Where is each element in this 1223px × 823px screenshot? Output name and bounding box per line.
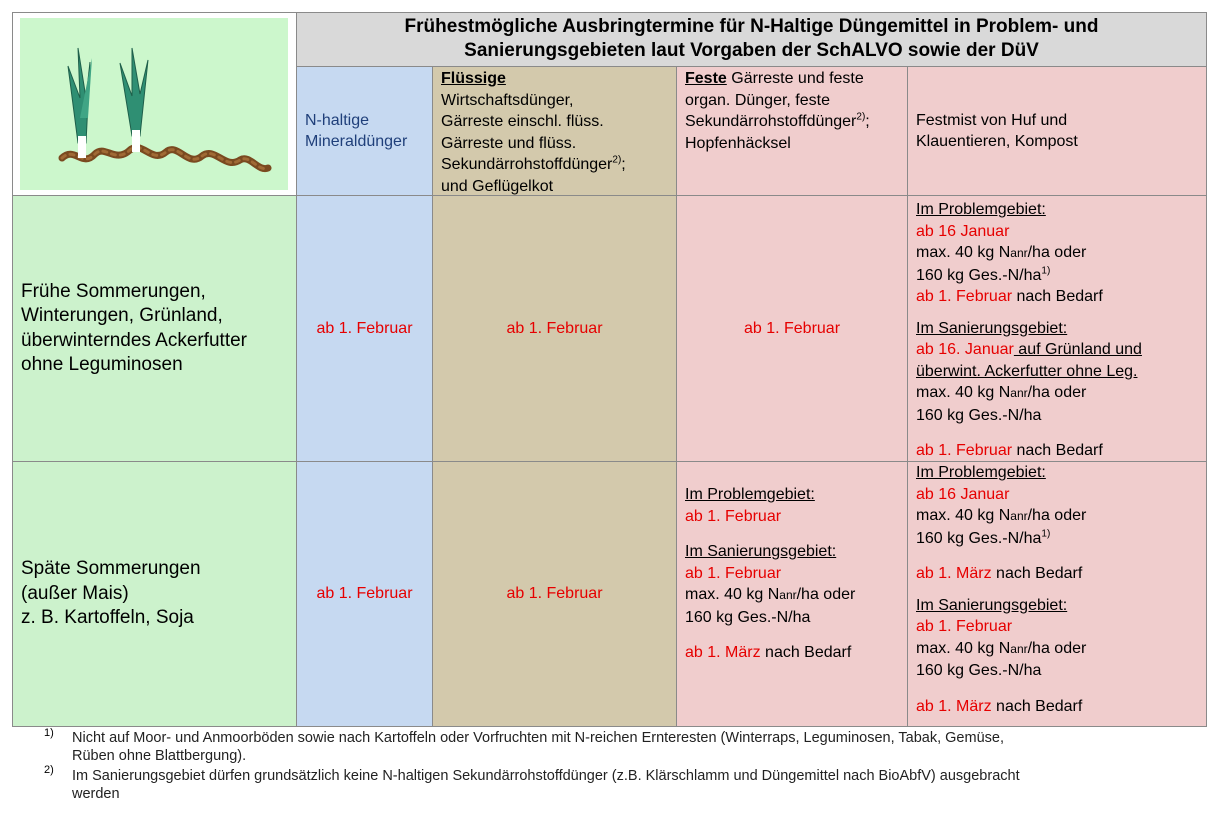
row1-festmist: [908, 196, 1207, 462]
row2-festmist-sanierung-mar: ab 1. März nach Bedarf: [916, 697, 1083, 715]
row1-label-line2: Winterungen, Grünland,: [21, 305, 223, 326]
row1-fluessige: [433, 196, 677, 462]
row2-feste-sanierung-mar: ab 1. März nach Bedarf: [685, 644, 852, 661]
row2-festmist-problem-ges: 160 kg $Ges.-N/ha^{1)}$: [916, 528, 1051, 547]
row1-festmist-problem-feb: ab 1. Februar nach Bedarf: [916, 288, 1103, 305]
footnote2-line1: Im Sanierungsgebiet dürfen grundsätzlich keine N-haltigen Sekundärrohstoffdünger (z.B. Klärschlamm und Düngemittel nach BioAbfV) ausgebracht: [72, 768, 1020, 784]
image-cell: [13, 13, 297, 196]
header-mineralduenger: [297, 67, 433, 196]
footnote1-line2: Rüben ohne Blattbergung).: [72, 748, 247, 764]
row2-feste: [677, 462, 908, 727]
row1-label-line3: überwinterndes Ackerfutter: [21, 329, 248, 351]
row2-label: [13, 462, 297, 727]
plant-roots-image: [20, 18, 288, 190]
row2-mineralduenger-date: ab 1. Februar: [316, 585, 413, 603]
row2-label-line1: Späte Sommerungen: [21, 558, 201, 580]
footnote1-number: 1): [44, 727, 54, 739]
row2-label-line2: (außer Mais): [21, 582, 129, 604]
row2-festmist-sanierung-date: ab 1. Februar: [916, 618, 1013, 635]
row1-label-line4: ohne Leguminosen: [21, 354, 183, 375]
header-festmist-line1: Festmist von Huf und: [916, 111, 1068, 129]
row2-festmist-problem-date: ab 16 Januar: [916, 485, 1010, 503]
row2-festmist: [908, 462, 1207, 727]
header-fluessige-line1: Wirtschaftsdünger,: [441, 91, 574, 109]
table-title: [297, 13, 1207, 67]
row1-label: [13, 196, 297, 462]
row2-feste-sanierung-max: max. 40 kg Nanr/ha oder: [685, 586, 856, 603]
header-mineralduenger-line2: Mineraldünger: [305, 133, 408, 150]
row1-feste-date: ab 1. Februar: [743, 319, 841, 337]
row1-festmist-sanierung-ges: 160 kg Ges.-N/ha: [916, 406, 1042, 424]
row2-feste-sanierung-date: ab 1. Februar: [685, 564, 782, 582]
header-mineralduenger-line1: N-haltige: [305, 111, 370, 129]
header-fluessige-line4: Sekundärrohstoffdünger$^{2)}$;: [441, 154, 626, 173]
row2-mineralduenger: [297, 462, 433, 727]
header-fluessige-line5: und Geflügelkot: [441, 177, 554, 195]
row2-festmist-sanierung-max: max. 40 kg Nanr/ha oder: [916, 639, 1087, 657]
row1-festmist-problem-heading: Im Problemgebiet:: [916, 201, 1046, 218]
plant-illustration: [20, 18, 288, 190]
row2-feste-problem-heading: Im Problemgebiet:: [685, 486, 815, 503]
row2-feste-problem-date: ab 1. Februar: [685, 507, 782, 525]
row2-festmist-problem-heading: Im Problemgebiet:: [916, 464, 1046, 481]
row1-festmist-problem-max: max. 40 kg Nanr/ha oder: [916, 244, 1087, 261]
header-fluessige-line3: Gärreste und flüss.: [441, 134, 577, 152]
row1-mineralduenger: [297, 196, 433, 462]
row2-festmist-problem-max: max. 40 kg Nanr/ha oder: [916, 507, 1087, 524]
header-feste-line2: organ. Dünger, feste: [685, 91, 830, 109]
row2-festmist-problem-mar: ab 1. März nach Bedarf: [916, 565, 1083, 582]
header-feste-line4: Hopfenhäcksel: [685, 134, 791, 152]
row2-label-line3: z. B. Kartoffeln, Soja: [21, 607, 194, 629]
row2-festmist-sanierung-heading: Im Sanierungsgebiet:: [916, 596, 1068, 614]
row2-fluessige: [433, 462, 677, 727]
row2-fluessige-date: ab 1. Februar: [506, 585, 603, 603]
row1-festmist-problem-date: ab 16 Januar: [916, 222, 1010, 240]
row1-festmist-sanierung-date: ab 16. Januar auf Grünland und: [916, 341, 1142, 358]
row2-feste-sanierung-ges: 160 kg Ges.-N/ha: [685, 608, 811, 626]
table-title-text: Frühestmögliche Ausbringtermine für N-Haltige Düngemittel in Problem- und Sanierungsgebieten laut Vorgaben der SchALVO sowie der DüV: [404, 16, 1099, 61]
footnote1-text: [72, 729, 1212, 765]
footnote2-text: [72, 767, 1212, 803]
header-fluessige: [433, 67, 677, 196]
header-festmist: [908, 67, 1207, 196]
row1-festmist-sanierung-max: max. 40 kg Nanr/ha oder: [916, 384, 1087, 401]
header-fluessige-heading: Flüssige: [441, 70, 506, 87]
footnote1-line1: Nicht auf Moor- und Anmoorböden sowie nach Kartoffeln oder Vorfruchten mit N-reichen Ernteresten (Winterraps, Leguminosen, Tabak, Gemüse,: [72, 730, 1004, 746]
row2-festmist-sanierung-ges: 160 kg Ges.-N/ha: [916, 662, 1042, 679]
header-festmist-line2: Klauentieren, Kompost: [916, 133, 1078, 150]
row1-mineralduenger-date: ab 1. Februar: [316, 319, 413, 337]
row1-fluessige-date: ab 1. Februar: [506, 319, 603, 337]
row1-festmist-sanierung-heading: Im Sanierungsgebiet:: [916, 319, 1068, 337]
header-fluessige-line2: Gärreste einschl. flüss.: [441, 113, 604, 130]
row2-feste-sanierung-heading: Im Sanierungsgebiet:: [685, 543, 837, 560]
header-feste: [677, 67, 908, 196]
header-feste-line1: Feste Gärreste und feste: [685, 70, 864, 87]
footnote2-line2: werden: [72, 786, 120, 802]
header-feste-line3: Sekundärrohstoffdünger$^{2)}$;: [685, 111, 870, 130]
row1-festmist-sanierung-feb: ab 1. Februar nach Bedarf: [916, 442, 1103, 459]
footnote2-number: 2): [44, 764, 54, 776]
row1-label-line1: Frühe Sommerungen,: [21, 280, 206, 302]
row1-feste: [677, 196, 908, 462]
row1-festmist-problem-ges: 160 kg $Ges.-N/ha^{1)}$: [916, 265, 1051, 284]
row1-festmist-sanierung-on2: überwint. Ackerfutter ohne Leg.: [916, 362, 1138, 380]
